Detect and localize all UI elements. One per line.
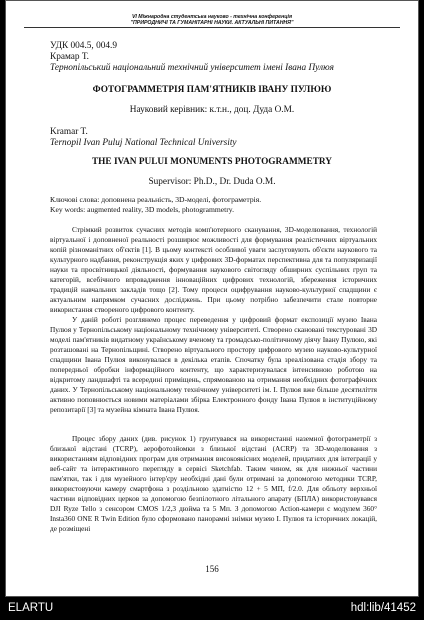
body-paragraph-1: Стрімкий розвиток сучасних методів комп'ютерного сканування, 3D-моделювання, технологій віртуальної і доповненої реальності розширює можливості для формування реалістичних віртуальних копій різноманітних об'єктів [1]. В цьому контексті особливої уваги заслуговують об'єкти наукового та культурного надбання, реконструкція яких у цифрових 3D-форматах перспективна для та популяризації науки та просвітницької діяльності, формування наукового світогляду обширних суспільних груп та категорій, всебічного впровадження інноваційних цифрових технологій, збереження історичних традицій навчальних закладів тощо [2]. Тому процеси оцифрування науково-культурної спадщини є актуальним напрямком сучасних досліджень. При цьому потрібно забезпечити стале повторне використання створеного цифрового контенту.	[50, 225, 377, 315]
supervisor-ua: Науковий керівник: к.т.н., доц. Дуда О.М.	[129, 105, 295, 115]
keywords-ua: Ключові слова: доповнена реальність, 3D-моделі, фотограметрія.	[50, 195, 262, 204]
supervisor-en: Supervisor: Ph.D., Dr. Duda O.M.	[148, 177, 276, 187]
keywords-en: Key words: augmented reality, 3D models, photogrammetry.	[50, 205, 234, 214]
footer-handle-id: hdl:lib/41452	[350, 602, 416, 614]
conference-line-1: VI Міжнародна студентська науково - технічна конференція	[131, 14, 293, 20]
title-en: THE IVAN PULUI MONUMENTS PHOTOGRAMMETRY	[91, 157, 333, 167]
document-page	[5, 0, 419, 597]
title-ua: ФОТОГРАММЕТРІЯ ПАМ'ЯТНИКІВ ІВАНУ ПУЛЮЮ	[92, 85, 332, 95]
conference-line-2: "ПРИРОДНИЧІ ТА ГУМАНІТАРНІ НАУКИ. АКТУАЛЬНІ ПИТАННЯ"	[130, 20, 294, 26]
udc-code: УДК 004.5, 004.9	[50, 41, 117, 51]
body-paragraph-2: У даній роботі розглянемо процес переведення у цифровий формат експозиції музею Івана Пулюя у Тернопільському національному технічному університеті. Створено скановані текстуровані 3D моделі пам'ятників видатному українському вченому та громадсько-політичному діячу Івану Пулюю, які розташовані на Тернопільщині. Створено віртуального простору цифрового музею науково-культурної спадщини Івана Пулюя виконувалася в декілька етапів. Спочатку була зреалізована стадія збору та попередньої обробки інформаційного контенту, що характеризувалася інтенсивною роботою на відкритому ландшафті та всередині приміщень, спрямованою на отримання необхідних фотографічних даних. У Тернопільському національному технічному університеті ім. І. Пулюя вже більше десятиліття активно поповнюється новими матеріалами збірка Електронного фонду Івана Пулюя в інституційному репозитарії [3] та музейна кімната Івана Пулюя.	[50, 315, 377, 415]
author-ua: Крамар Т.	[50, 52, 89, 62]
footer-bar	[0, 597, 424, 620]
page-number: 156	[205, 564, 219, 574]
footer-repository-label: ELARTU	[8, 602, 54, 614]
affiliation-en: Ternopil Ivan Puluj National Technical University	[50, 138, 237, 148]
body-paragraph-3: Процес збору даних (див. рисунок 1) грунтувався на використанні наземної фотограметрії з близької відстані (TCRP), аерофотозйомки з близької відстані (ACRP) та 3D-моделювання з використанням відповідних програм для отримання високоякісних моделей, придатних для інтеграції у веб-сайт та інтерактивного перегляду в сервісі Sketchfab. Таким чином, як для нижньої частини пам'ятки, так і для музейного інтер'єру необхідні дані були отримані за допомогою методики TCRP, використовуючи камеру смартфона з роздільною здатністю 12 + 5 МП, f/2.0. Для обльоту верхньої частини відповідних церков за допомогою безпілотного літального апарату (БПЛА) використовувався DJI Ryze Tello з сенсором CMOS 1/2,3 дюйма та 5 Мп. З допомогою Action-камери с модулем 360° Insta360 ONE R Twin Edition було сформовано панорамні знімки музею І. Пулюя та історичних локацій, де розміщені	[50, 434, 377, 534]
author-en: Kramar T.	[50, 127, 88, 137]
header-rule	[24, 27, 400, 28]
affiliation-ua: Тернопільський національний технічний університет імені Івана Пулюя	[50, 63, 334, 73]
